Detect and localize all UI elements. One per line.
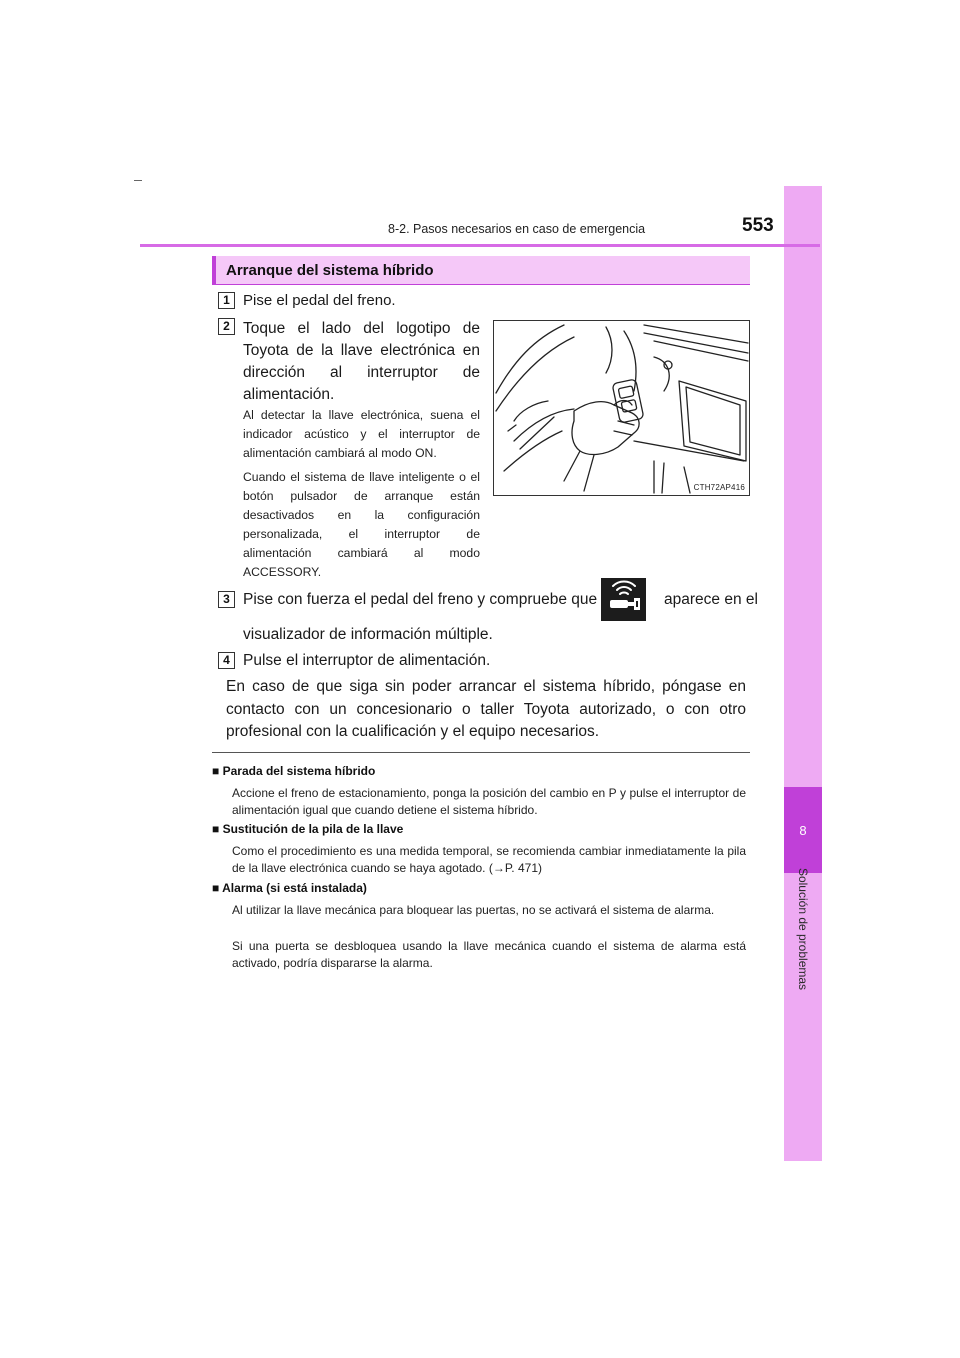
chapter-number: 8 (799, 823, 807, 838)
chapter-side-tab (784, 186, 822, 1161)
note-2-title-text: Sustitución de la pila de la llave (222, 822, 404, 836)
step-number-2: 2 (218, 318, 235, 335)
illustration-code: CTH72AP416 (693, 483, 745, 492)
crop-mark (134, 180, 142, 181)
section-title-underline (212, 284, 750, 285)
step-2-note-1: Al detectar la llave electrónica, suena el indicador acústico y el interruptor de alimentación cambiará al modo ON. (243, 408, 480, 460)
header-rule (140, 244, 820, 247)
step-number-1: 1 (218, 292, 235, 309)
illustration-hand-key (493, 320, 750, 496)
step-number-3: 3 (218, 591, 235, 608)
step-1-text: Pise el pedal del freno. (243, 292, 396, 309)
note-1-title-text: Parada del sistema híbrido (222, 764, 376, 778)
step-4-text: Pulse el interruptor de alimentación. (243, 652, 491, 669)
note-2-body: Como el procedimiento es una medida temporal, se recomienda cambiar inmediatamente la pila de la llave electrónica cuando se haya agotado. (→P. 471) (232, 844, 746, 875)
step-number-4: 4 (218, 652, 235, 669)
note-3-title: ■ Alarma (si está instalada) (212, 881, 367, 895)
note-1-title: ■ Parada del sistema híbrido (212, 764, 376, 778)
notes-divider (212, 752, 750, 753)
note-2-title: ■ Sustitución de la pila de la llave (212, 822, 404, 836)
running-header: 8-2. Pasos necesarios en caso de emergencia (388, 222, 646, 236)
step-3-text-after: aparece en el (664, 591, 758, 608)
note-1-body: Accione el freno de estacionamiento, ponga la posición del cambio en P y pulse el interruptor de alimentación igual que cuando detiene el sistema híbrido. (232, 786, 746, 817)
page-number: 553 (742, 215, 774, 236)
section-title: Arranque del sistema híbrido (226, 262, 434, 279)
chapter-label: Solución de problemas (796, 867, 810, 991)
step-2-text: Toque el lado del logotipo de Toyota de la llave electrónica en dirección al interruptor de alimentación. (243, 320, 480, 403)
step-2-note-2: Cuando el sistema de llave inteligente o el botón pulsador de arranque están desactivados en la configuración personalizada, el interruptor de alimentación cambiará al modo ACCESSORY. (243, 470, 480, 579)
step-3-text-line2: visualizador de información múltiple. (243, 626, 493, 643)
hand-holding-key-illustration (494, 321, 749, 495)
step-3-text-before: Pise con fuerza el pedal del freno y compruebe que (243, 591, 598, 608)
fallback-paragraph: En caso de que siga sin poder arrancar el sistema híbrido, póngase en contacto con un concesionario o taller Toyota autorizado, o con otro profesional con la cualificación y el equipo necesarios. (226, 678, 746, 740)
note-3-title-text: Alarma (si está instalada) (222, 881, 367, 895)
note-3-body-2: Si una puerta se desbloquea usando la llave mecánica cuando el sistema de alarma está activado, podría dispararse la alarma. (232, 939, 746, 970)
key-detected-indicator-icon (601, 578, 646, 621)
note-3-body: Al utilizar la llave mecánica para bloquear las puertas, no se activará el sistema de alarma. (232, 903, 715, 917)
